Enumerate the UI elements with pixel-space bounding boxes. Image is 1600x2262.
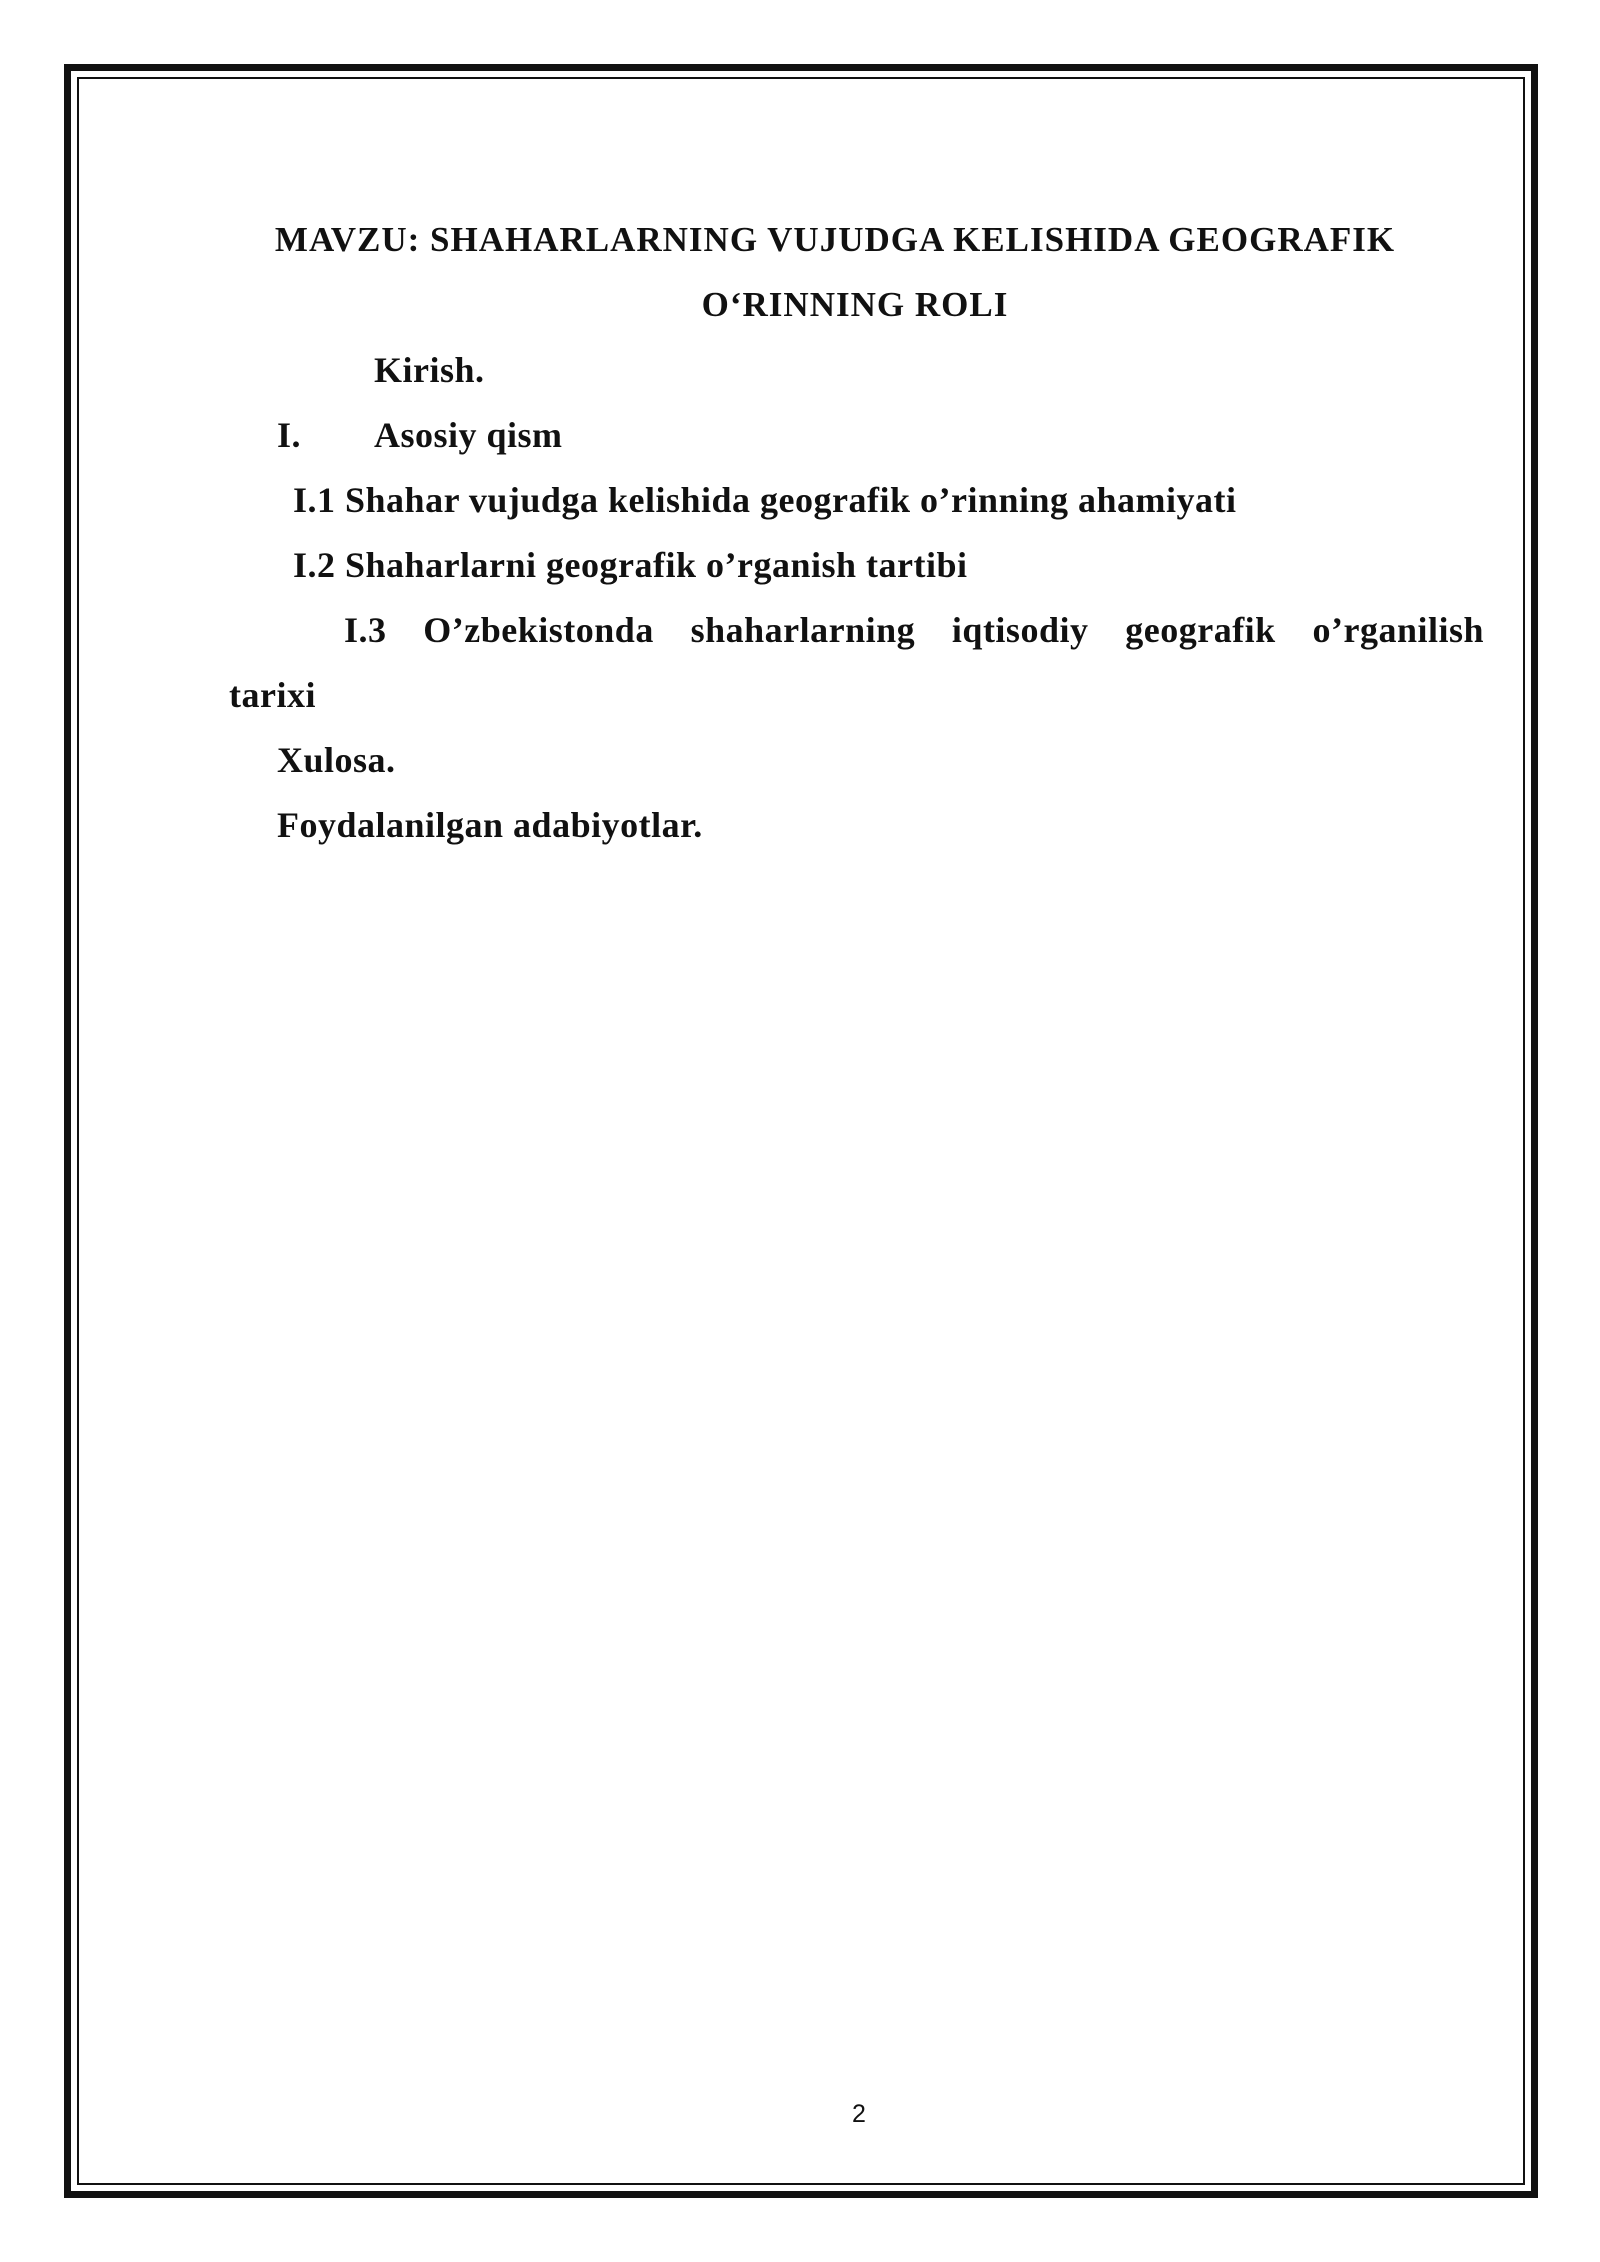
document-title-line-1: MAVZU: SHAHARLARNING VUJUDGA KELISHIDA GEOGRAFIK (274, 220, 1396, 259)
toc-section-number: I. (277, 415, 302, 455)
toc-kirish: Kirish. (374, 350, 485, 390)
toc-item-1: I.1 Shahar vujudga kelishida geografik o’rinning ahamiyati (293, 480, 1237, 520)
toc-item-3-line-1: I.3 O’zbekistonda shaharlarning iqtisodiy geografik o’rganilish (344, 610, 1484, 650)
toc-item-2: I.2 Shaharlarni geografik o’rganish tartibi (293, 545, 968, 585)
toc-item-3-line-2: tarixi (229, 675, 316, 715)
document-title-line-2: O‘RINNING ROLI (701, 285, 1009, 324)
toc-section-title: Asosiy qism (374, 415, 563, 455)
toc-xulosa: Xulosa. (277, 740, 396, 780)
page-number: 2 (852, 2100, 866, 2128)
toc-adabiyotlar: Foydalanilgan adabiyotlar. (277, 805, 703, 845)
